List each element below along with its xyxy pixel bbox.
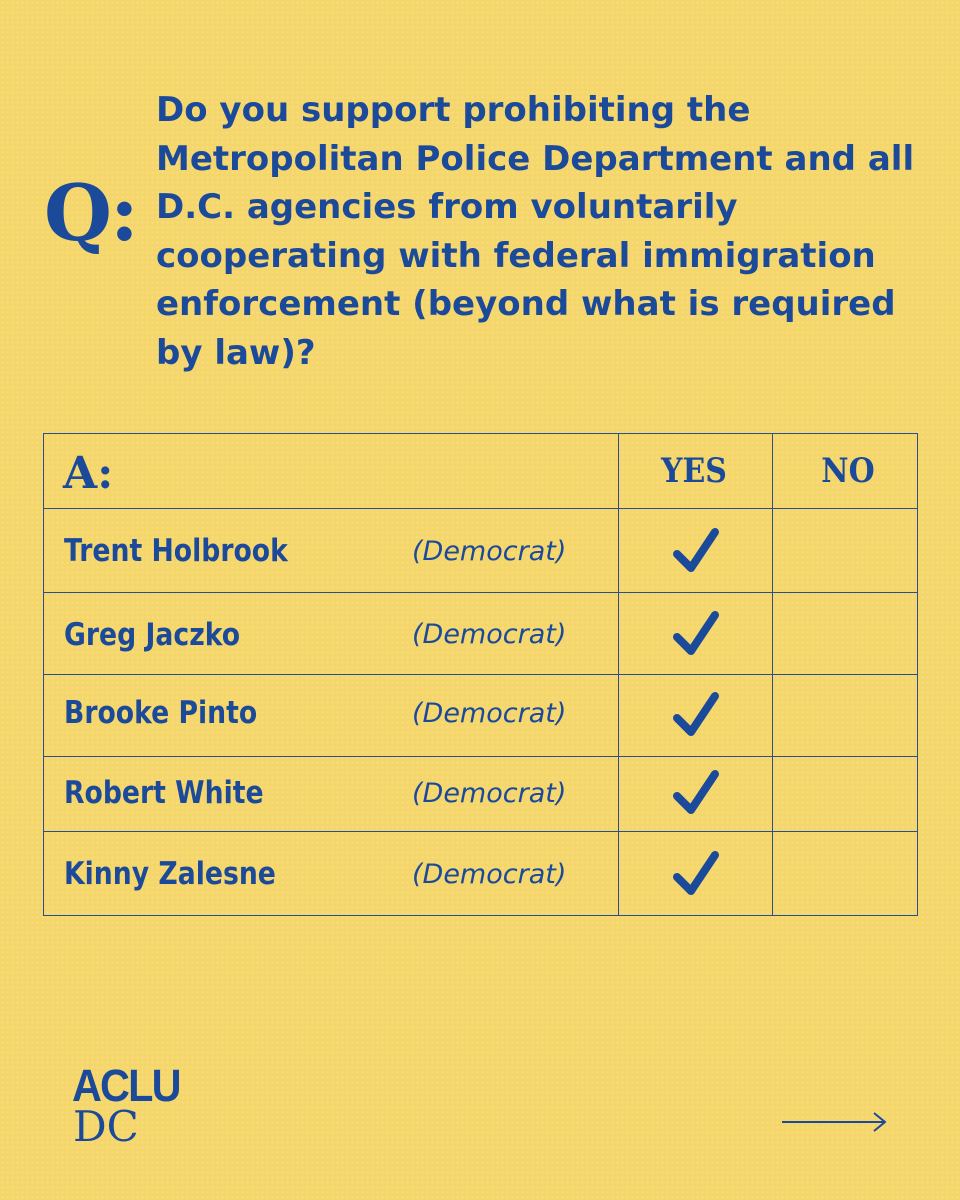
table-row xyxy=(44,756,917,831)
candidate-name: Brooke Pinto xyxy=(64,695,258,731)
arrow-right-icon[interactable] xyxy=(782,1110,888,1134)
answer-table xyxy=(43,433,918,916)
candidate-party: (Democrat) xyxy=(412,698,567,729)
no-column-header: NO xyxy=(821,451,875,491)
table-row xyxy=(44,592,917,674)
answer-marker: A: xyxy=(63,448,114,499)
candidate-party: (Democrat) xyxy=(412,859,567,890)
question-marker: Q: xyxy=(44,168,137,259)
yes-cell xyxy=(618,592,772,674)
yes-cell xyxy=(618,674,772,756)
candidate-name: Greg Jaczko xyxy=(64,617,241,653)
candidate-party: (Democrat) xyxy=(412,778,567,809)
checkmark-icon xyxy=(671,849,721,899)
candidate-name: Kinny Zalesne xyxy=(64,856,276,892)
checkmark-icon xyxy=(671,526,721,576)
table-row xyxy=(44,831,917,917)
candidate-party: (Democrat) xyxy=(412,536,567,567)
yes-cell xyxy=(618,756,772,831)
candidate-name: Robert White xyxy=(64,775,264,811)
question-text: Do you support prohibiting the Metropolitan Police Department and all D.C. agencies from voluntarily cooperating with federal immigration enforcement (beyond what is required by law)? xyxy=(156,90,915,373)
candidate-name: Trent Holbrook xyxy=(64,533,288,569)
candidate-party: (Democrat) xyxy=(412,619,567,650)
checkmark-icon xyxy=(671,768,721,818)
table-row xyxy=(44,508,917,592)
yes-cell xyxy=(618,508,772,592)
logo-dc-text: DC xyxy=(73,1102,139,1151)
yes-column-header: YES xyxy=(661,451,727,491)
checkmark-icon xyxy=(671,609,721,659)
table-row xyxy=(44,674,917,756)
logo-aclu-text: ACLU xyxy=(72,1060,180,1111)
checkmark-icon xyxy=(671,690,721,740)
yes-cell xyxy=(618,831,772,917)
